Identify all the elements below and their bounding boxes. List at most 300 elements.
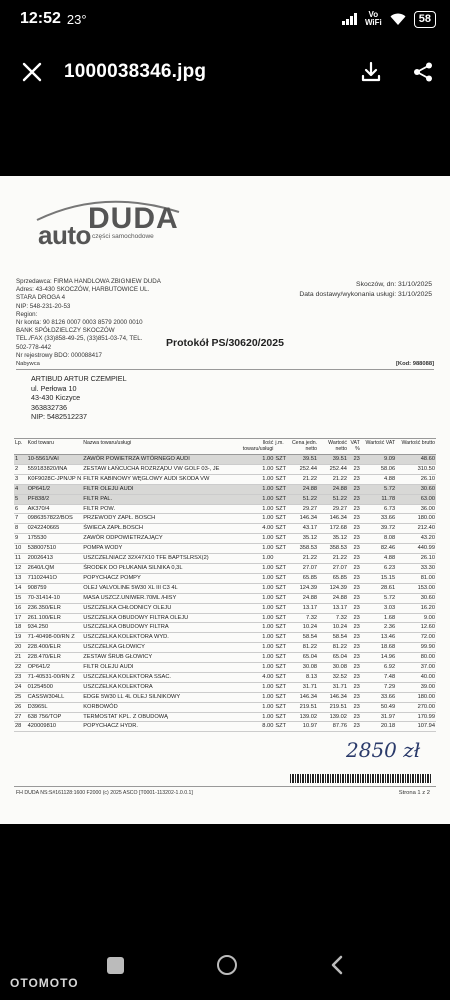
table-cell: 5.72: [361, 593, 396, 603]
table-cell: 2.36: [361, 623, 396, 633]
handwritten-total: 2850 zł: [346, 738, 421, 762]
table-row: [14, 494, 436, 504]
table-cell: 81.00: [396, 573, 436, 583]
table-cell: 33.30: [396, 563, 436, 573]
table-cell: SZT: [274, 672, 288, 682]
close-icon[interactable]: [20, 60, 44, 84]
table-cell: 7: [14, 514, 27, 524]
table-cell: PF838/2: [27, 494, 83, 504]
table-row: [14, 702, 436, 712]
table-cell: EDGE 5W30 LL 4L OLEJ SILNIKOWY: [82, 692, 242, 702]
table-cell: 65.85: [288, 573, 318, 583]
table-header-cell: Nazwa towaru/usługi: [82, 439, 242, 455]
table-cell: 107.94: [396, 722, 436, 732]
table-cell: 153.00: [396, 583, 436, 593]
document-footer: FH DUDA NS:S#161128:1600 F2000 (c) 2025 ASCO [T0001-113202-1.0.0.1]: [16, 790, 193, 796]
table-cell: SZT: [274, 643, 288, 653]
table-cell: 212.40: [396, 524, 436, 534]
table-cell: 2640/LQM: [27, 563, 83, 573]
table-cell: 1.00: [242, 682, 275, 692]
table-cell: 24.88: [288, 593, 318, 603]
table-cell: SZT: [274, 583, 288, 593]
table-cell: 21.22: [288, 554, 318, 564]
table-cell: 1.00: [242, 623, 275, 633]
table-cell: 1.00: [242, 603, 275, 613]
buyer-label: Nabywca: [16, 361, 40, 367]
table-cell: ZESTAW ŚRUB GŁOWICY: [82, 653, 242, 663]
table-cell: 7.32: [288, 613, 318, 623]
table-cell: POPYCHACZ HYDR.: [82, 722, 242, 732]
table-cell: 3: [14, 474, 27, 484]
table-cell: 23: [348, 712, 361, 722]
delivery-date: Data dostawy/wykonania usługi: 31/10/2025: [299, 291, 432, 298]
table-cell: 15.15: [361, 573, 396, 583]
table-cell: 23: [348, 613, 361, 623]
table-cell: 21: [14, 653, 27, 663]
table-cell: 9.09: [361, 455, 396, 465]
table-cell: USZCZELKA KOLEKTORA WYD.: [82, 633, 242, 643]
table-cell: 6.73: [361, 504, 396, 514]
table-cell: 31.71: [288, 682, 318, 692]
clock: 12:52: [20, 10, 61, 27]
table-cell: 30.60: [396, 593, 436, 603]
table-cell: 934.250: [27, 623, 83, 633]
table-cell: OP641/2: [27, 663, 83, 673]
table-cell: 1.00: [242, 633, 275, 643]
table-cell: 48.60: [396, 455, 436, 465]
seller-line: Adres: 43-430 SKOCZÓW, HARBUTOWICE UL.: [16, 286, 150, 294]
table-cell: 16: [14, 603, 27, 613]
table-cell: 23: [348, 455, 361, 465]
table-cell: 19: [14, 633, 27, 643]
table-cell: 37.00: [396, 663, 436, 673]
table-cell: 10.24: [318, 623, 348, 633]
table-cell: 01254500: [27, 682, 83, 692]
table-cell: 1.00: [242, 494, 275, 504]
table-cell: SZT: [274, 514, 288, 524]
table-cell: USZCZELKA CHŁODNICY OLEJU: [82, 603, 242, 613]
seller-line: 502-778-442: [16, 343, 52, 351]
table-cell: PRZEWODY ZAPŁ. BOSCH: [82, 514, 242, 524]
logo-subtitle: części samochodowe: [92, 233, 154, 240]
table-cell: 58.06: [361, 464, 396, 474]
seller-line: Sprzedawca: FIRMA HANDLOWA ZBIGNIEW DUDA: [16, 278, 161, 285]
viewer-actions: [360, 61, 434, 83]
seller-line: BANK SPÓŁDZIELCZY SKOCZÓW: [16, 327, 115, 335]
table-cell: 31.71: [318, 682, 348, 692]
home-button[interactable]: [217, 955, 237, 975]
buyer-line: NIP: 5482512237: [31, 412, 87, 421]
table-cell: 1.00: [242, 484, 275, 494]
table-cell: 23: [348, 672, 361, 682]
table-cell: 10: [14, 544, 27, 554]
table-cell: 270.00: [396, 702, 436, 712]
table-cell: SZT: [274, 593, 288, 603]
table-cell: SZT: [274, 682, 288, 692]
table-header-cell: Wartość netto: [318, 439, 348, 455]
table-cell: POPYCHACZ POMPY: [82, 573, 242, 583]
signal-icon: [342, 13, 357, 25]
table-cell: 24.88: [288, 484, 318, 494]
table-cell: 10-5561/VAI: [27, 455, 83, 465]
table-cell: 1.00: [242, 653, 275, 663]
table-cell: 23: [348, 563, 361, 573]
table-cell: 13.46: [361, 633, 396, 643]
table-cell: 23: [348, 692, 361, 702]
table-cell: 10.97: [288, 722, 318, 732]
table-cell: SZT: [274, 504, 288, 514]
table-row: [14, 544, 436, 554]
buyer-code: [Kod: 988088]: [395, 361, 434, 367]
table-header-cell: VAT %: [348, 439, 361, 455]
table-cell: 252.44: [318, 464, 348, 474]
buyer-header: [16, 361, 434, 370]
table-cell: 39.51: [288, 455, 318, 465]
table-cell: 23: [348, 573, 361, 583]
table-cell: 8.08: [361, 534, 396, 544]
table-cell: 23: [348, 514, 361, 524]
table-cell: 33.66: [361, 514, 396, 524]
battery-indicator: 58: [414, 11, 436, 28]
document-image[interactable]: [0, 176, 450, 824]
buyer-line: ul. Perłowa 10: [31, 383, 77, 393]
table-cell: 18.68: [361, 643, 396, 653]
table-row: [14, 455, 436, 465]
table-row: [14, 633, 436, 643]
table-cell: 252.44: [288, 464, 318, 474]
table-header-cell: j.m.: [274, 439, 288, 455]
table-cell: 1.00: [242, 534, 275, 544]
buyer-block: [31, 374, 127, 422]
table-cell: 39.00: [396, 682, 436, 692]
table-cell: USZCZELKA KOLEKTORA SSAC.: [82, 672, 242, 682]
table-row: [14, 653, 436, 663]
table-row: [14, 563, 436, 573]
table-cell: TERMOSTAT KPL. Z OBUDOWĄ: [82, 712, 242, 722]
table-cell: ŚRODEK DO PŁUKANIA SILNIKA 0,3L: [82, 563, 242, 573]
table-cell: 23: [348, 464, 361, 474]
table-cell: 358.53: [318, 544, 348, 554]
table-cell: 1.00: [242, 504, 275, 514]
table-cell: 124.39: [288, 583, 318, 593]
table-cell: 1.00: [242, 583, 275, 593]
items-table: [14, 438, 436, 732]
status-icons: [342, 11, 436, 28]
table-cell: MASA USZCZ.UNIWER.70ML /HISY: [82, 593, 242, 603]
table-row: [14, 573, 436, 583]
table-cell: 80.00: [396, 653, 436, 663]
table-cell: SZT: [274, 534, 288, 544]
table-cell: 65.04: [288, 653, 318, 663]
file-name: 1000038346.jpg: [64, 61, 207, 82]
back-icon[interactable]: [330, 955, 344, 975]
table-cell: 4: [14, 484, 27, 494]
table-cell: SZT: [274, 544, 288, 554]
table-cell: 1.00: [242, 573, 275, 583]
table-cell: 18: [14, 623, 27, 633]
table-cell: 23: [348, 663, 361, 673]
table-cell: 23: [348, 554, 361, 564]
temperature: 23°: [66, 11, 87, 27]
table-cell: 23: [348, 544, 361, 554]
table-row: [14, 554, 436, 564]
share-icon[interactable]: [412, 61, 434, 83]
table-cell: 146.34: [288, 692, 318, 702]
table-cell: SZT: [274, 653, 288, 663]
table-cell: 27.07: [318, 563, 348, 573]
table-row: [14, 583, 436, 593]
table-cell: 0986357822/BOS: [27, 514, 83, 524]
logo-auto: auto: [38, 220, 91, 250]
table-cell: 26.10: [396, 554, 436, 564]
table-cell: 82.46: [361, 544, 396, 554]
table-cell: 1.00: [242, 613, 275, 623]
table-cell: 58.54: [318, 633, 348, 643]
table-cell: FILTR OLEJU AUDI: [82, 484, 242, 494]
table-cell: 30.08: [318, 663, 348, 673]
table-cell: 261.100/ELR: [27, 613, 83, 623]
table-cell: 13.17: [288, 603, 318, 613]
table-cell: 8.13: [288, 672, 318, 682]
table-cell: 11.78: [361, 494, 396, 504]
table-cell: SZT: [274, 603, 288, 613]
table-cell: SZT: [274, 455, 288, 465]
table-cell: 4.88: [361, 554, 396, 564]
table-row: [14, 623, 436, 633]
table-cell: 358.53: [288, 544, 318, 554]
wifi-icon: [390, 13, 406, 25]
table-cell: 1: [14, 455, 27, 465]
table-cell: SZT: [274, 633, 288, 643]
table-cell: 11: [14, 554, 27, 564]
table-cell: 236.350/ELR: [27, 603, 83, 613]
table-cell: 180.00: [396, 514, 436, 524]
table-row: [14, 672, 436, 682]
table-cell: 8.00: [242, 722, 275, 732]
table-cell: 23: [348, 494, 361, 504]
table-cell: 43.20: [396, 534, 436, 544]
table-cell: 124.39: [318, 583, 348, 593]
table-cell: 1.00: [242, 593, 275, 603]
table-cell: SZT: [274, 722, 288, 732]
recent-apps-button[interactable]: [107, 957, 124, 974]
table-cell: 99.90: [396, 643, 436, 653]
buyer-line: ARTIBUD ARTUR CZEMPIEL: [31, 374, 127, 383]
table-cell: 24.88: [318, 593, 348, 603]
seller-line: Region:: [16, 310, 38, 318]
table-cell: 51.22: [318, 494, 348, 504]
table-cell: 21.22: [318, 474, 348, 484]
table-cell: 23: [348, 702, 361, 712]
table-cell: SZT: [274, 563, 288, 573]
table-cell: USZCZELKA GŁOWICY: [82, 643, 242, 653]
table-cell: POMPA WODY: [82, 544, 242, 554]
table-cell: OLEJ VALVOLINE 5W30 XL III C3 4L: [82, 583, 242, 593]
table-cell: 146.34: [288, 514, 318, 524]
logo-duda: DUDA: [88, 202, 179, 235]
table-cell: SZT: [274, 702, 288, 712]
table-cell: 1.00: [242, 455, 275, 465]
table-cell: 1.68: [361, 613, 396, 623]
viewer-toolbar: [0, 50, 450, 94]
table-header-cell: Cena jedn. netto: [288, 439, 318, 455]
table-cell: 28.61: [361, 583, 396, 593]
table-cell: 219.51: [318, 702, 348, 712]
table-cell: SZT: [274, 494, 288, 504]
table-cell: 28: [14, 722, 27, 732]
table-cell: 175530: [27, 534, 83, 544]
table-cell: 58.54: [288, 633, 318, 643]
table-cell: 70-31414-10: [27, 593, 83, 603]
table-cell: 228.470/ELR: [27, 653, 83, 663]
table-header-cell: Wartość brutto: [396, 439, 436, 455]
seller-line: NIP: 548-231-20-53: [16, 302, 71, 310]
table-cell: 1.00: [242, 474, 275, 484]
table-cell: 310.50: [396, 464, 436, 474]
table-cell: D3965L: [27, 702, 83, 712]
table-cell: FILTR KABINOWY WĘGLOWY AUDI SKODA VW: [82, 474, 242, 484]
table-row: [14, 464, 436, 474]
table-cell: 33.66: [361, 692, 396, 702]
table-cell: ZAWÓR ODPOWIETRZAJĄCY: [82, 534, 242, 544]
table-cell: 31.97: [361, 712, 396, 722]
table-cell: 559183820/INA: [27, 464, 83, 474]
table-cell: SZT: [274, 524, 288, 534]
table-cell: 23: [348, 583, 361, 593]
seller-line: Nr konta: 90 8126 0007 0003 8579 2000 0010: [16, 319, 143, 327]
table-cell: 72.00: [396, 633, 436, 643]
table-row: [14, 603, 436, 613]
table-cell: 25: [14, 692, 27, 702]
table-cell: ZAWÓR POWIETRZA WTÓRNEGO AUDI: [82, 455, 242, 465]
table-row: [14, 534, 436, 544]
table-cell: 23: [348, 593, 361, 603]
table-cell: 15: [14, 593, 27, 603]
table-cell: 26: [14, 702, 27, 712]
table-cell: 5: [14, 494, 27, 504]
table-cell: 9: [14, 534, 27, 544]
table-cell: SZT: [274, 474, 288, 484]
table-cell: SZT: [274, 464, 288, 474]
table-cell: 23: [348, 504, 361, 514]
table-cell: 9.00: [396, 613, 436, 623]
status-bar: [0, 0, 450, 38]
table-cell: 39.51: [318, 455, 348, 465]
table-row: [14, 504, 436, 514]
seller-line: Nr rejestrowy BDO: 000088417: [16, 351, 102, 359]
table-cell: 50.49: [361, 702, 396, 712]
table-cell: 26.10: [396, 474, 436, 484]
table-cell: 420009810: [27, 722, 83, 732]
table-cell: 29.27: [288, 504, 318, 514]
table-cell: 8: [14, 524, 27, 534]
table-cell: 146.34: [318, 514, 348, 524]
table-cell: SZT: [274, 712, 288, 722]
table-cell: FILTR PAL.: [82, 494, 242, 504]
table-cell: 17: [14, 613, 27, 623]
table-cell: K0F9028C-JPN/JP N: [27, 474, 83, 484]
table-cell: 908759: [27, 583, 83, 593]
table-cell: SZT: [274, 623, 288, 633]
document-title: Protokół PS/30620/2025: [166, 337, 284, 349]
table-cell: 4.88: [361, 474, 396, 484]
table-cell: 23: [348, 603, 361, 613]
table-cell: 12: [14, 563, 27, 573]
buyer-line: 363832736: [31, 402, 67, 412]
table-cell: 0242240665: [27, 524, 83, 534]
table-body: [14, 455, 436, 732]
table-cell: 14: [14, 583, 27, 593]
table-cell: 51.22: [288, 494, 318, 504]
table-cell: SZT: [274, 663, 288, 673]
table-cell: 1.00: [242, 712, 275, 722]
table-cell: 13: [14, 573, 27, 583]
table-cell: USZCZELKA OBUDOWY FILTRA: [82, 623, 242, 633]
table-cell: 170.99: [396, 712, 436, 722]
table-cell: 6.23: [361, 563, 396, 573]
table-header-cell: Ilość towaru/usługi: [242, 439, 275, 455]
table-cell: 29.27: [318, 504, 348, 514]
table-row: [14, 722, 436, 732]
table-cell: 12.60: [396, 623, 436, 633]
table-cell: 87.76: [318, 722, 348, 732]
table-cell: 139.02: [318, 712, 348, 722]
table-cell: 24.88: [318, 484, 348, 494]
table-cell: 23: [348, 623, 361, 633]
table-row: [14, 663, 436, 673]
table-row: [14, 613, 436, 623]
download-icon[interactable]: [360, 61, 382, 83]
table-cell: 2: [14, 464, 27, 474]
table-cell: AK370/4: [27, 504, 83, 514]
table-cell: 36.00: [396, 504, 436, 514]
date-block: [299, 280, 432, 300]
table-header-cell: Lp.: [14, 439, 27, 455]
table-cell: 23: [348, 653, 361, 663]
table-cell: 16.20: [396, 603, 436, 613]
table-cell: 20026413: [27, 554, 83, 564]
table-cell: CASSW304LL: [27, 692, 83, 702]
table-cell: SZT: [274, 692, 288, 702]
table-cell: 32.52: [318, 672, 348, 682]
footer-divider: [14, 786, 436, 787]
table-row: [14, 712, 436, 722]
table-cell: 1.00: [242, 544, 275, 554]
table-cell: 65.04: [318, 653, 348, 663]
table-cell: 35.12: [318, 534, 348, 544]
table-cell: 13.17: [318, 603, 348, 613]
table-cell: 23: [348, 682, 361, 692]
table-cell: 23: [348, 524, 361, 534]
table-cell: ZESTAW ŁAŃCUCHA ROZRZĄDU VW GOLF 03-, JE: [82, 464, 242, 474]
table-cell: USZCZELKA KOLEKTORA: [82, 682, 242, 692]
table-row: [14, 474, 436, 484]
table-cell: 7.29: [361, 682, 396, 692]
table-cell: 30.08: [288, 663, 318, 673]
table-cell: 24: [14, 682, 27, 692]
table-header-row: [14, 439, 436, 455]
table-cell: OP641/2: [27, 484, 83, 494]
table-cell: 23: [348, 534, 361, 544]
table-cell: 3.03: [361, 603, 396, 613]
table-cell: USZCZELKA OBUDOWY FILTRA OLEJU: [82, 613, 242, 623]
table-cell: 14.96: [361, 653, 396, 663]
table-cell: 22: [14, 663, 27, 673]
table-cell: 7.48: [361, 672, 396, 682]
table-cell: 1.00: [242, 643, 275, 653]
table-cell: 81.22: [288, 643, 318, 653]
table-cell: 23: [348, 633, 361, 643]
